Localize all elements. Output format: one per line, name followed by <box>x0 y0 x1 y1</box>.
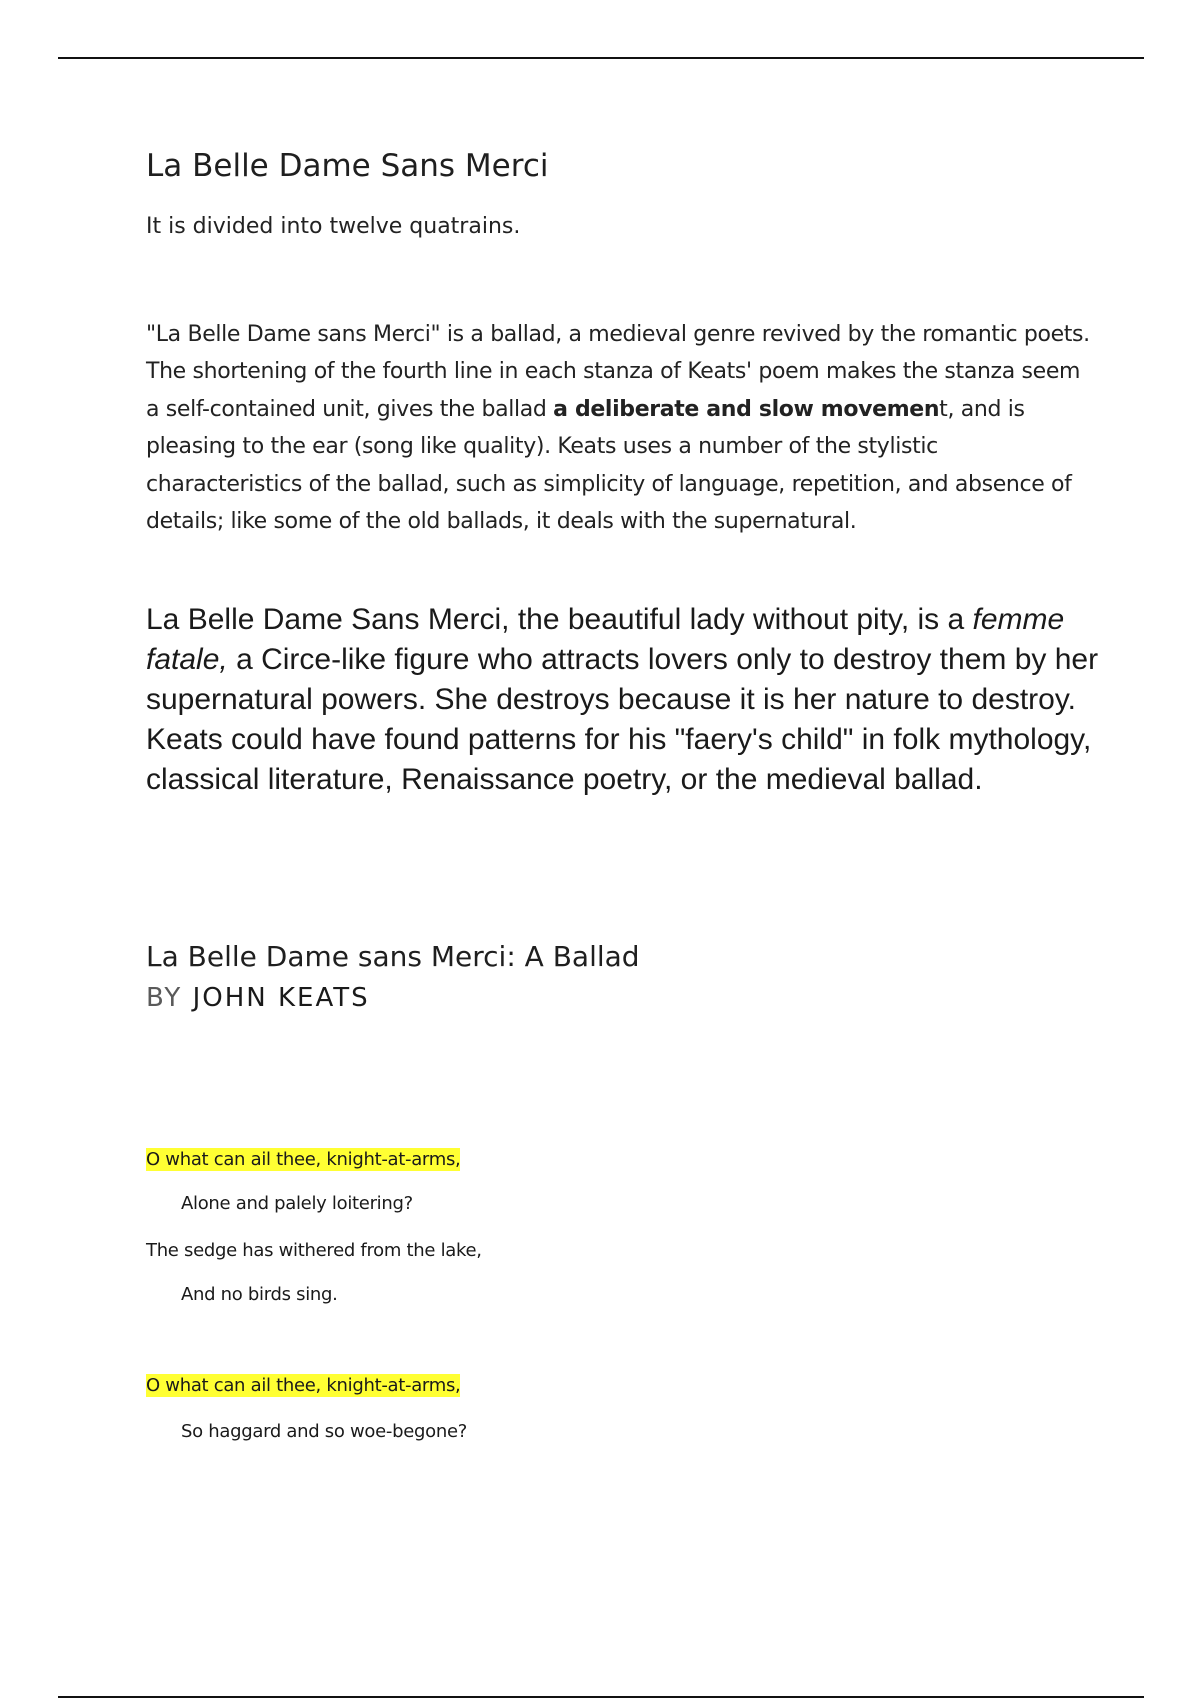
poem-byline <box>146 983 370 1013</box>
poem-line <box>146 1240 482 1261</box>
ballad-bold-text: a deliberate and slow movemen <box>553 396 940 422</box>
poem-title: La Belle Dame sans Merci: A Ballad <box>146 940 640 973</box>
bottom-rule <box>58 1696 1144 1698</box>
poem-line <box>181 1284 338 1305</box>
femme-text-part2: a Circe-like figure who attracts lovers only to destroy them by her supernatural powers. She destroys because it is her nature to destroy. Keats could have found patterns for his "faery's child" in folk mythology, classical literature, Renaissance poetry, or the medieval ballad. <box>146 643 1099 796</box>
poem-line-text: O what can ail thee, knight-at-arms, <box>146 1149 461 1170</box>
ballad-text-part1: "La Belle Dame sans Merci" is a ballad, a medieval genre revived by the romantic poets. The shortening of the fourth line in each stanza of Keats' poem makes the stanza seem a self-contained unit, gives the ballad <box>146 322 1090 422</box>
intro-line: It is divided into twelve quatrains. <box>146 214 521 239</box>
femme-italic-text: femme fatale, <box>146 603 1065 676</box>
femme-text-part1: La Belle Dame Sans Merci, the beautiful lady without pity, is a <box>146 603 973 636</box>
poem-line-text: Alone and palely loitering? <box>181 1193 413 1214</box>
top-rule <box>58 57 1144 59</box>
page-title: La Belle Dame Sans Merci <box>146 148 549 184</box>
poem-line <box>146 1149 460 1170</box>
femme-fatale-paragraph <box>146 600 1106 800</box>
byline-author: JOHN KEATS <box>192 983 370 1013</box>
ballad-paragraph <box>146 316 1096 540</box>
poem-line-text: The sedge has withered from the lake, <box>146 1240 482 1261</box>
poem-line-text: And no birds sing. <box>181 1284 338 1305</box>
poem-line <box>181 1193 413 1214</box>
ballad-text-part2: t, and is pleasing to the ear (song like quality). Keats uses a number of the stylistic characteristics of the ballad, such as simplicity of language, repetition, and absence of details; like some of the old ballads, it deals with the supernatural. <box>146 396 1072 535</box>
poem-line-text: O what can ail thee, knight-at-arms, <box>146 1375 461 1396</box>
poem-line-text: So haggard and so woe-begone? <box>181 1421 467 1442</box>
poem-line <box>146 1375 460 1396</box>
poem-line <box>181 1421 467 1442</box>
byline-by: BY <box>146 983 183 1013</box>
